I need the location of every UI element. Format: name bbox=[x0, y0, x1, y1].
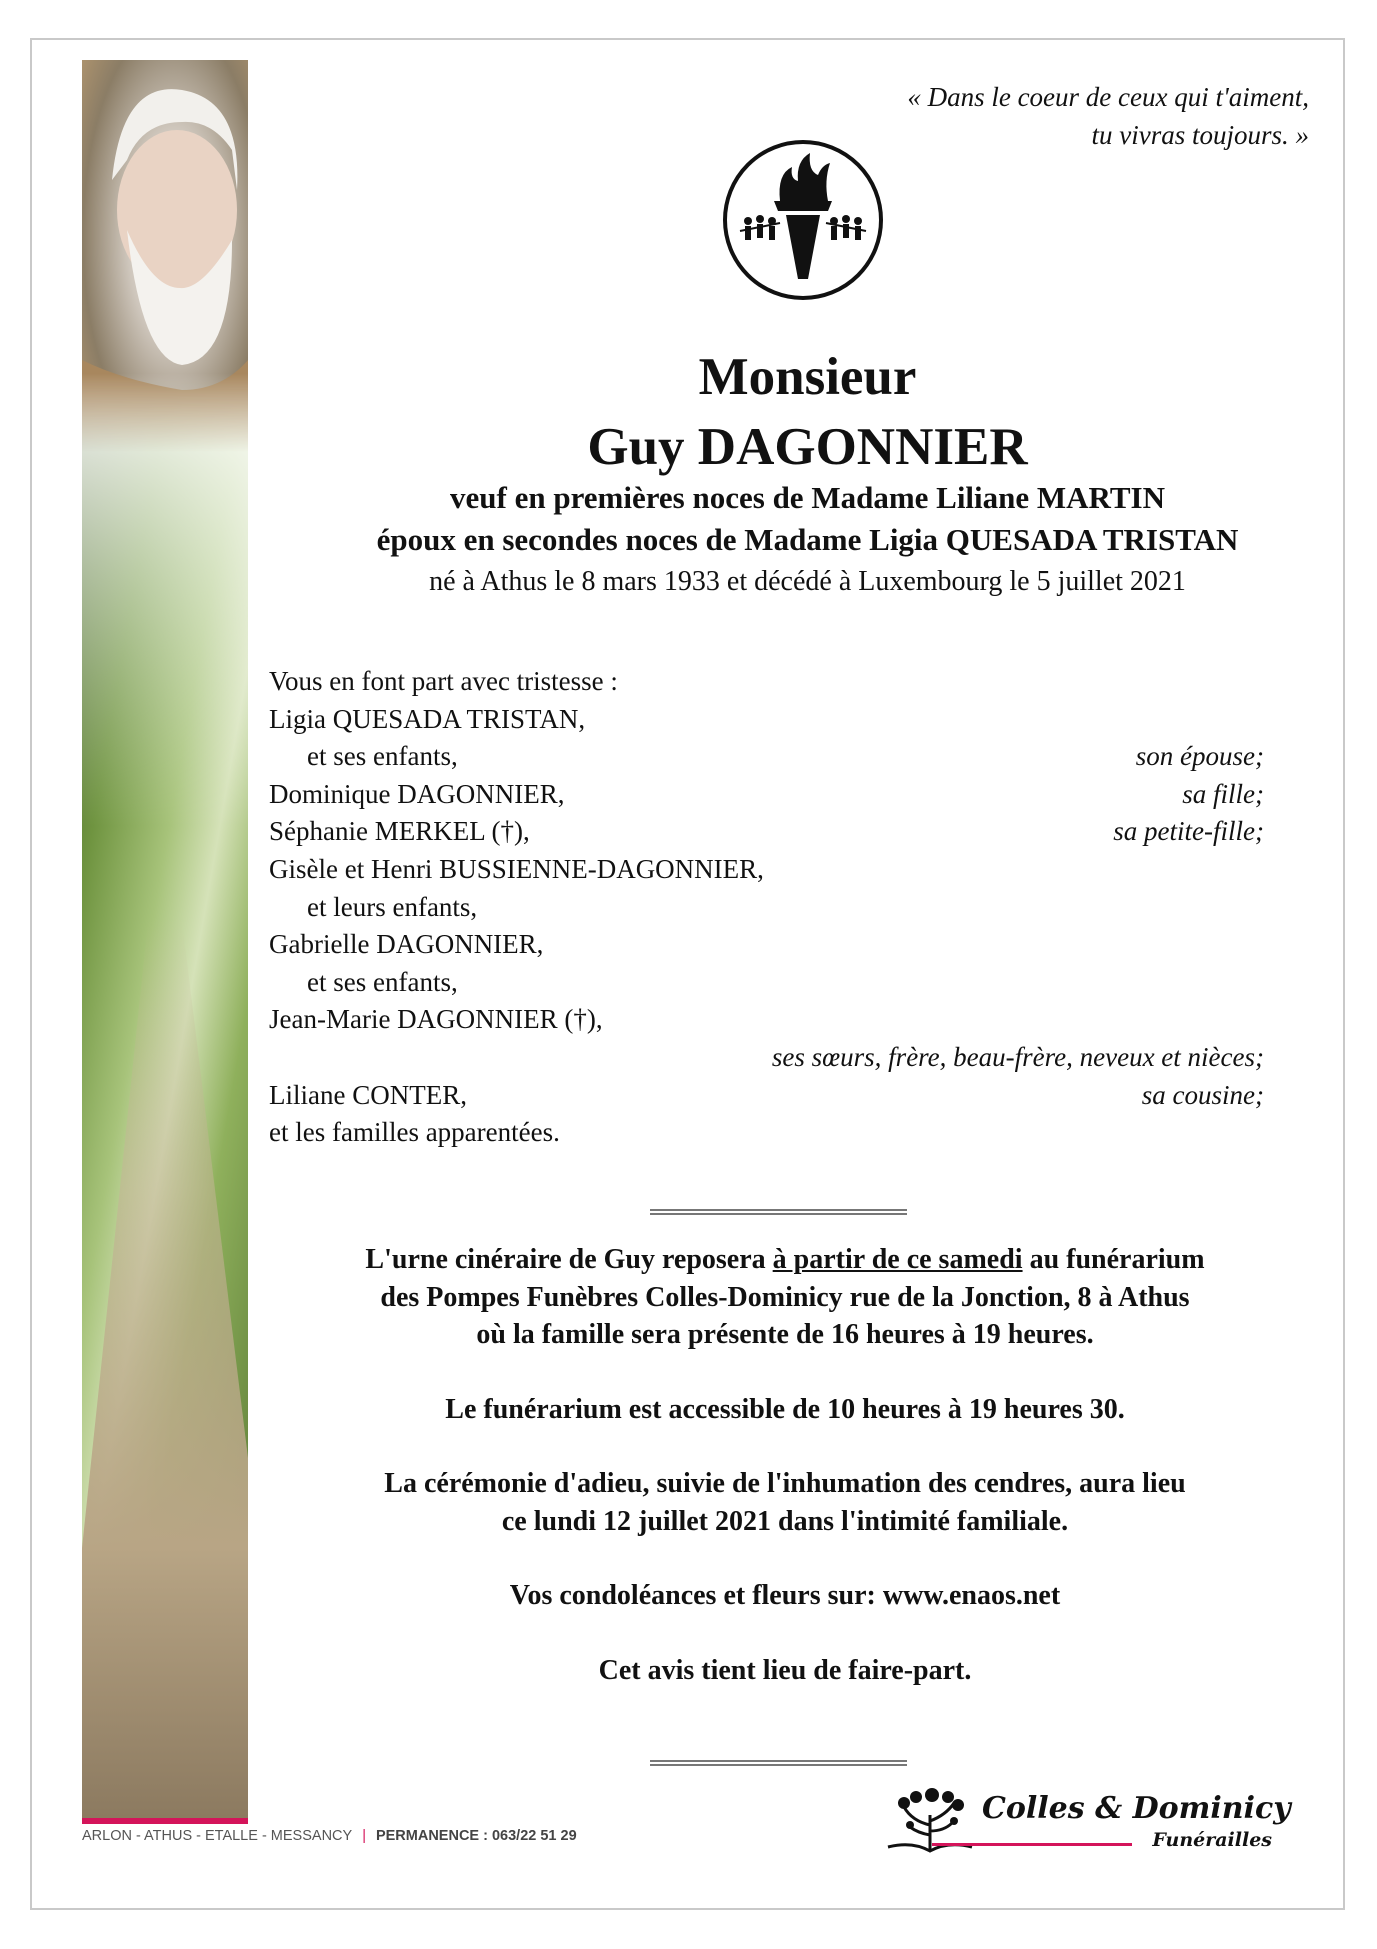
mourner-name: Gisèle et Henri BUSSIENNE-DAGONNIER, bbox=[269, 853, 764, 884]
mourner-name: Liliane CONTER, bbox=[269, 1079, 467, 1110]
footer-locations: ARLON - ATHUS - ETALLE - MESSANCY bbox=[82, 1828, 353, 1844]
mourner-name: Gabrielle DAGONNIER, bbox=[269, 929, 544, 960]
mourner-row bbox=[269, 1039, 1264, 1077]
viewing-line-3: où la famille sera présente de 16 heures à 19 heures. bbox=[476, 1319, 1094, 1350]
mourner-row bbox=[269, 851, 1264, 889]
mourner-relation: son épouse; bbox=[1135, 741, 1264, 772]
mourner-row bbox=[269, 889, 1264, 927]
ceremony-line-2: ce lundi 12 juillet 2021 dans l'intimité familiale. bbox=[501, 1505, 1069, 1537]
mourners-list bbox=[269, 663, 1264, 1152]
logo-name: Colles & Dominicy bbox=[982, 1791, 1291, 1826]
deceased-name: Guy DAGONNIER bbox=[587, 418, 1028, 476]
footer-separator: | bbox=[362, 1828, 366, 1844]
viewing-date-emphasis: à partir de ce samedi bbox=[772, 1244, 1023, 1275]
mourner-name: Séphanie MERKEL (†), bbox=[269, 816, 530, 847]
mourner-row bbox=[269, 776, 1264, 814]
viewing-line-1 bbox=[250, 1241, 1320, 1279]
footer-permanence: PERMANENCE : 063/22 51 29 bbox=[375, 1828, 577, 1844]
mourner-row bbox=[269, 964, 1264, 1002]
mourner-name: et leurs enfants, bbox=[307, 891, 478, 922]
condolences-line: Vos condoléances et fleurs sur: www.enaos.net bbox=[509, 1580, 1061, 1611]
mourner-name: Jean-Marie DAGONNIER (†), bbox=[269, 1004, 603, 1035]
quote-line-2: tu vivras toujours. » bbox=[1091, 120, 1309, 150]
mourner-name: Dominique DAGONNIER, bbox=[269, 778, 565, 809]
mourners-intro: Vous en font part avec tristesse : bbox=[269, 666, 618, 696]
mourner-name: et ses enfants, bbox=[307, 966, 458, 997]
side-image-strip bbox=[82, 60, 248, 1818]
announcement-line: Cet avis tient lieu de faire-part. bbox=[598, 1655, 972, 1686]
forest-path bbox=[82, 918, 248, 1818]
logo-subtitle: Funérailles bbox=[1152, 1829, 1272, 1851]
mourner-row bbox=[269, 926, 1264, 964]
mourner-relation: sa cousine; bbox=[1141, 1079, 1264, 1110]
quote-line-1: « Dans le coeur de ceux qui t'aiment, bbox=[907, 82, 1309, 112]
mourner-name: et les familles apparentées. bbox=[269, 1117, 560, 1148]
viewing-text: L'urne cinéraire de Guy reposera bbox=[365, 1244, 773, 1275]
mourner-name: Ligia QUESADA TRISTAN, bbox=[269, 703, 586, 734]
forest-path-image bbox=[82, 360, 248, 1818]
deceased-title: Monsieur bbox=[698, 348, 917, 406]
ceremony-line-1: La cérémonie d'adieu, suivie de l'inhumation des cendres, aura lieu bbox=[384, 1468, 1186, 1499]
footer-contact bbox=[82, 1823, 577, 1849]
mourner-name: et ses enfants, bbox=[307, 741, 458, 772]
birth-death-line: né à Athus le 8 mars 1933 et décédé à Luxembourg le 5 juillet 2021 bbox=[429, 566, 1186, 597]
mourner-row bbox=[269, 813, 1264, 851]
viewing-notice bbox=[250, 1241, 1320, 1354]
mourner-relation: sa fille; bbox=[1182, 778, 1264, 809]
viewing-text-end: au funérarium bbox=[1022, 1244, 1205, 1275]
mourner-row bbox=[269, 738, 1264, 776]
portrait-photo bbox=[82, 60, 248, 452]
torch-with-people-icon bbox=[722, 139, 884, 301]
divider-top bbox=[650, 1209, 907, 1215]
viewing-line-2: des Pompes Funèbres Colles-Dominicy rue de la Jonction, 8 à Athus bbox=[380, 1281, 1190, 1313]
mourner-row bbox=[269, 701, 1264, 739]
divider-bottom bbox=[650, 1760, 907, 1766]
mourner-relation: sa petite-fille; bbox=[1113, 816, 1264, 847]
mourner-row bbox=[269, 1077, 1264, 1115]
mourner-row bbox=[269, 1001, 1264, 1039]
ceremony-notice bbox=[250, 1465, 1320, 1540]
second-marriage-line: époux en secondes noces de Madame Ligia QUESADA TRISTAN bbox=[376, 522, 1239, 557]
mourner-row bbox=[269, 1114, 1264, 1152]
mourners-intro-row bbox=[269, 663, 1264, 701]
mourner-relation: ses sœurs, frère, beau-frère, neveux et nièces; bbox=[771, 1041, 1264, 1072]
opening-hours: Le funérarium est accessible de 10 heures à 19 heures 30. bbox=[445, 1394, 1125, 1425]
funeral-home-logo bbox=[882, 1785, 1291, 1865]
first-marriage-line: veuf en premières noces de Madame Liliane MARTIN bbox=[450, 480, 1165, 515]
